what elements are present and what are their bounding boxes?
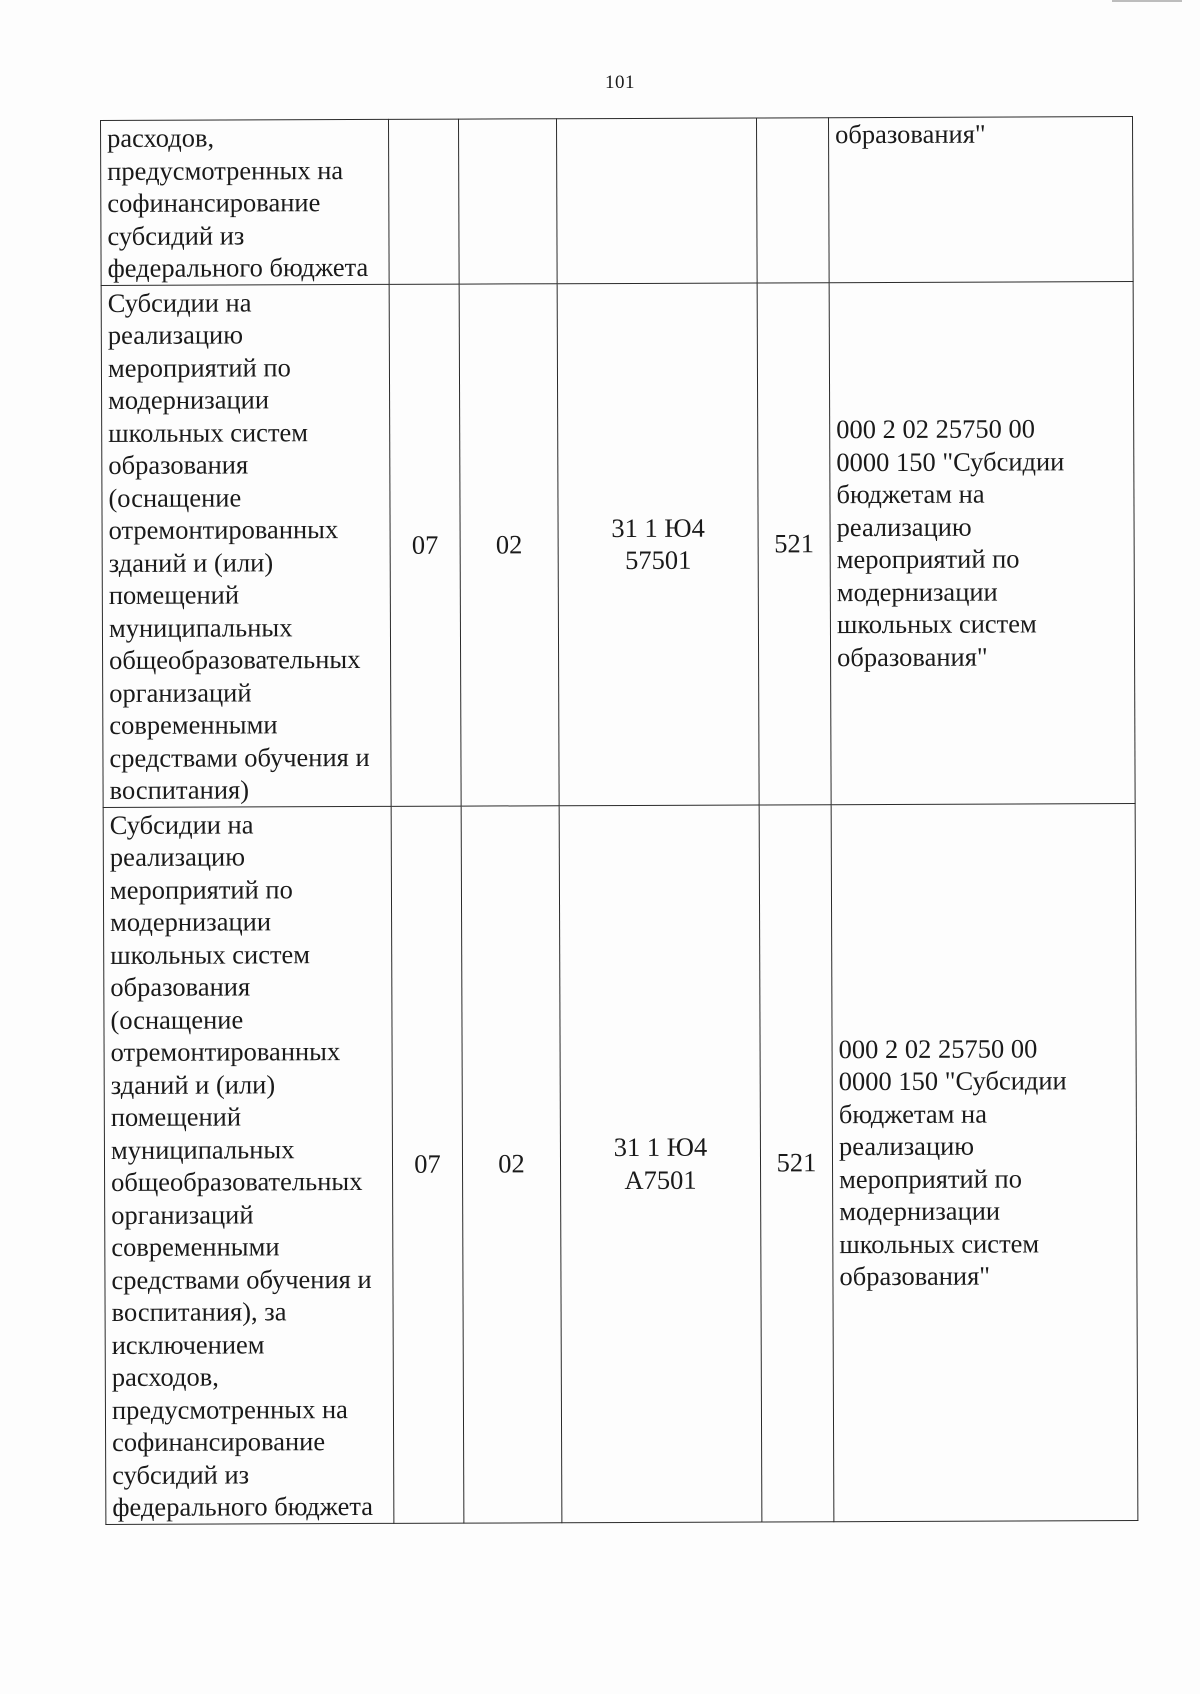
expense-name-cell — [101, 119, 390, 285]
subsection-code: 02 — [495, 529, 523, 560]
expense-name: Субсидии на реализацию мероприятий по модернизации школьных систем образования (оснащение отремонтированных зданий и (или) помещений муниципальных общеобразовательных организаций современными средствами обучения и воспитания) — [107, 286, 370, 805]
section-cell — [389, 284, 461, 806]
expense-type-cell — [759, 804, 834, 1521]
section-cell — [388, 119, 459, 284]
subsection-cell — [459, 283, 559, 805]
revenue-code: образования" — [835, 118, 986, 150]
revenue-code-cell — [828, 117, 1133, 283]
expense-name-cell — [101, 284, 391, 807]
section-code: 07 — [414, 1148, 441, 1180]
expense-name: расходов, предусмотренных на софинансирование субсидий из федерального бюджета — [107, 122, 369, 283]
table-row — [101, 281, 1135, 807]
target-article-code: 31 1 Ю4 57501 — [611, 512, 705, 575]
revenue-code: 000 2 02 25750 00 0000 150 "Субсидии бюджетам на реализацию мероприятий по модернизации школьных систем образования" — [836, 413, 1065, 672]
table-row — [101, 117, 1134, 285]
page-number: 101 — [605, 72, 635, 93]
target-article-code: 31 1 Ю4 А7501 — [613, 1131, 708, 1195]
expense-type-cell — [756, 118, 829, 283]
section-code: 07 — [411, 529, 439, 560]
expense-type-cell — [757, 282, 831, 804]
subsection-cell — [458, 119, 557, 284]
revenue-code: 000 2 02 25750 00 0000 150 "Субсидии бюджетам на реализацию мероприятий по модернизации школьных систем образования" — [838, 1032, 1067, 1292]
scan-corner-mark — [1112, 0, 1182, 6]
expense-type-code: 521 — [776, 1147, 817, 1178]
expense-name: Субсидии на реализацию мероприятий по модернизации школьных систем образования (оснащение отремонтированных зданий и (или) помещений муниципальных общеобразовательных организаций современными средствами обучения и воспитания), за исключением расходов, предусмотренных на софинансирование субсидий из федерального бюджета — [109, 808, 374, 1522]
subsection-cell — [461, 805, 562, 1522]
expense-name-cell — [103, 806, 394, 1524]
budget-classification-table — [100, 116, 1138, 1524]
target-article-cell — [557, 282, 759, 805]
subsection-code: 02 — [498, 1148, 525, 1179]
section-cell — [391, 806, 464, 1523]
revenue-code-cell — [831, 803, 1138, 1521]
target-article-cell — [559, 804, 762, 1522]
table-row — [103, 803, 1138, 1524]
expense-type-code: 521 — [774, 528, 815, 559]
target-article-cell — [556, 118, 757, 283]
revenue-code-cell — [829, 281, 1135, 804]
